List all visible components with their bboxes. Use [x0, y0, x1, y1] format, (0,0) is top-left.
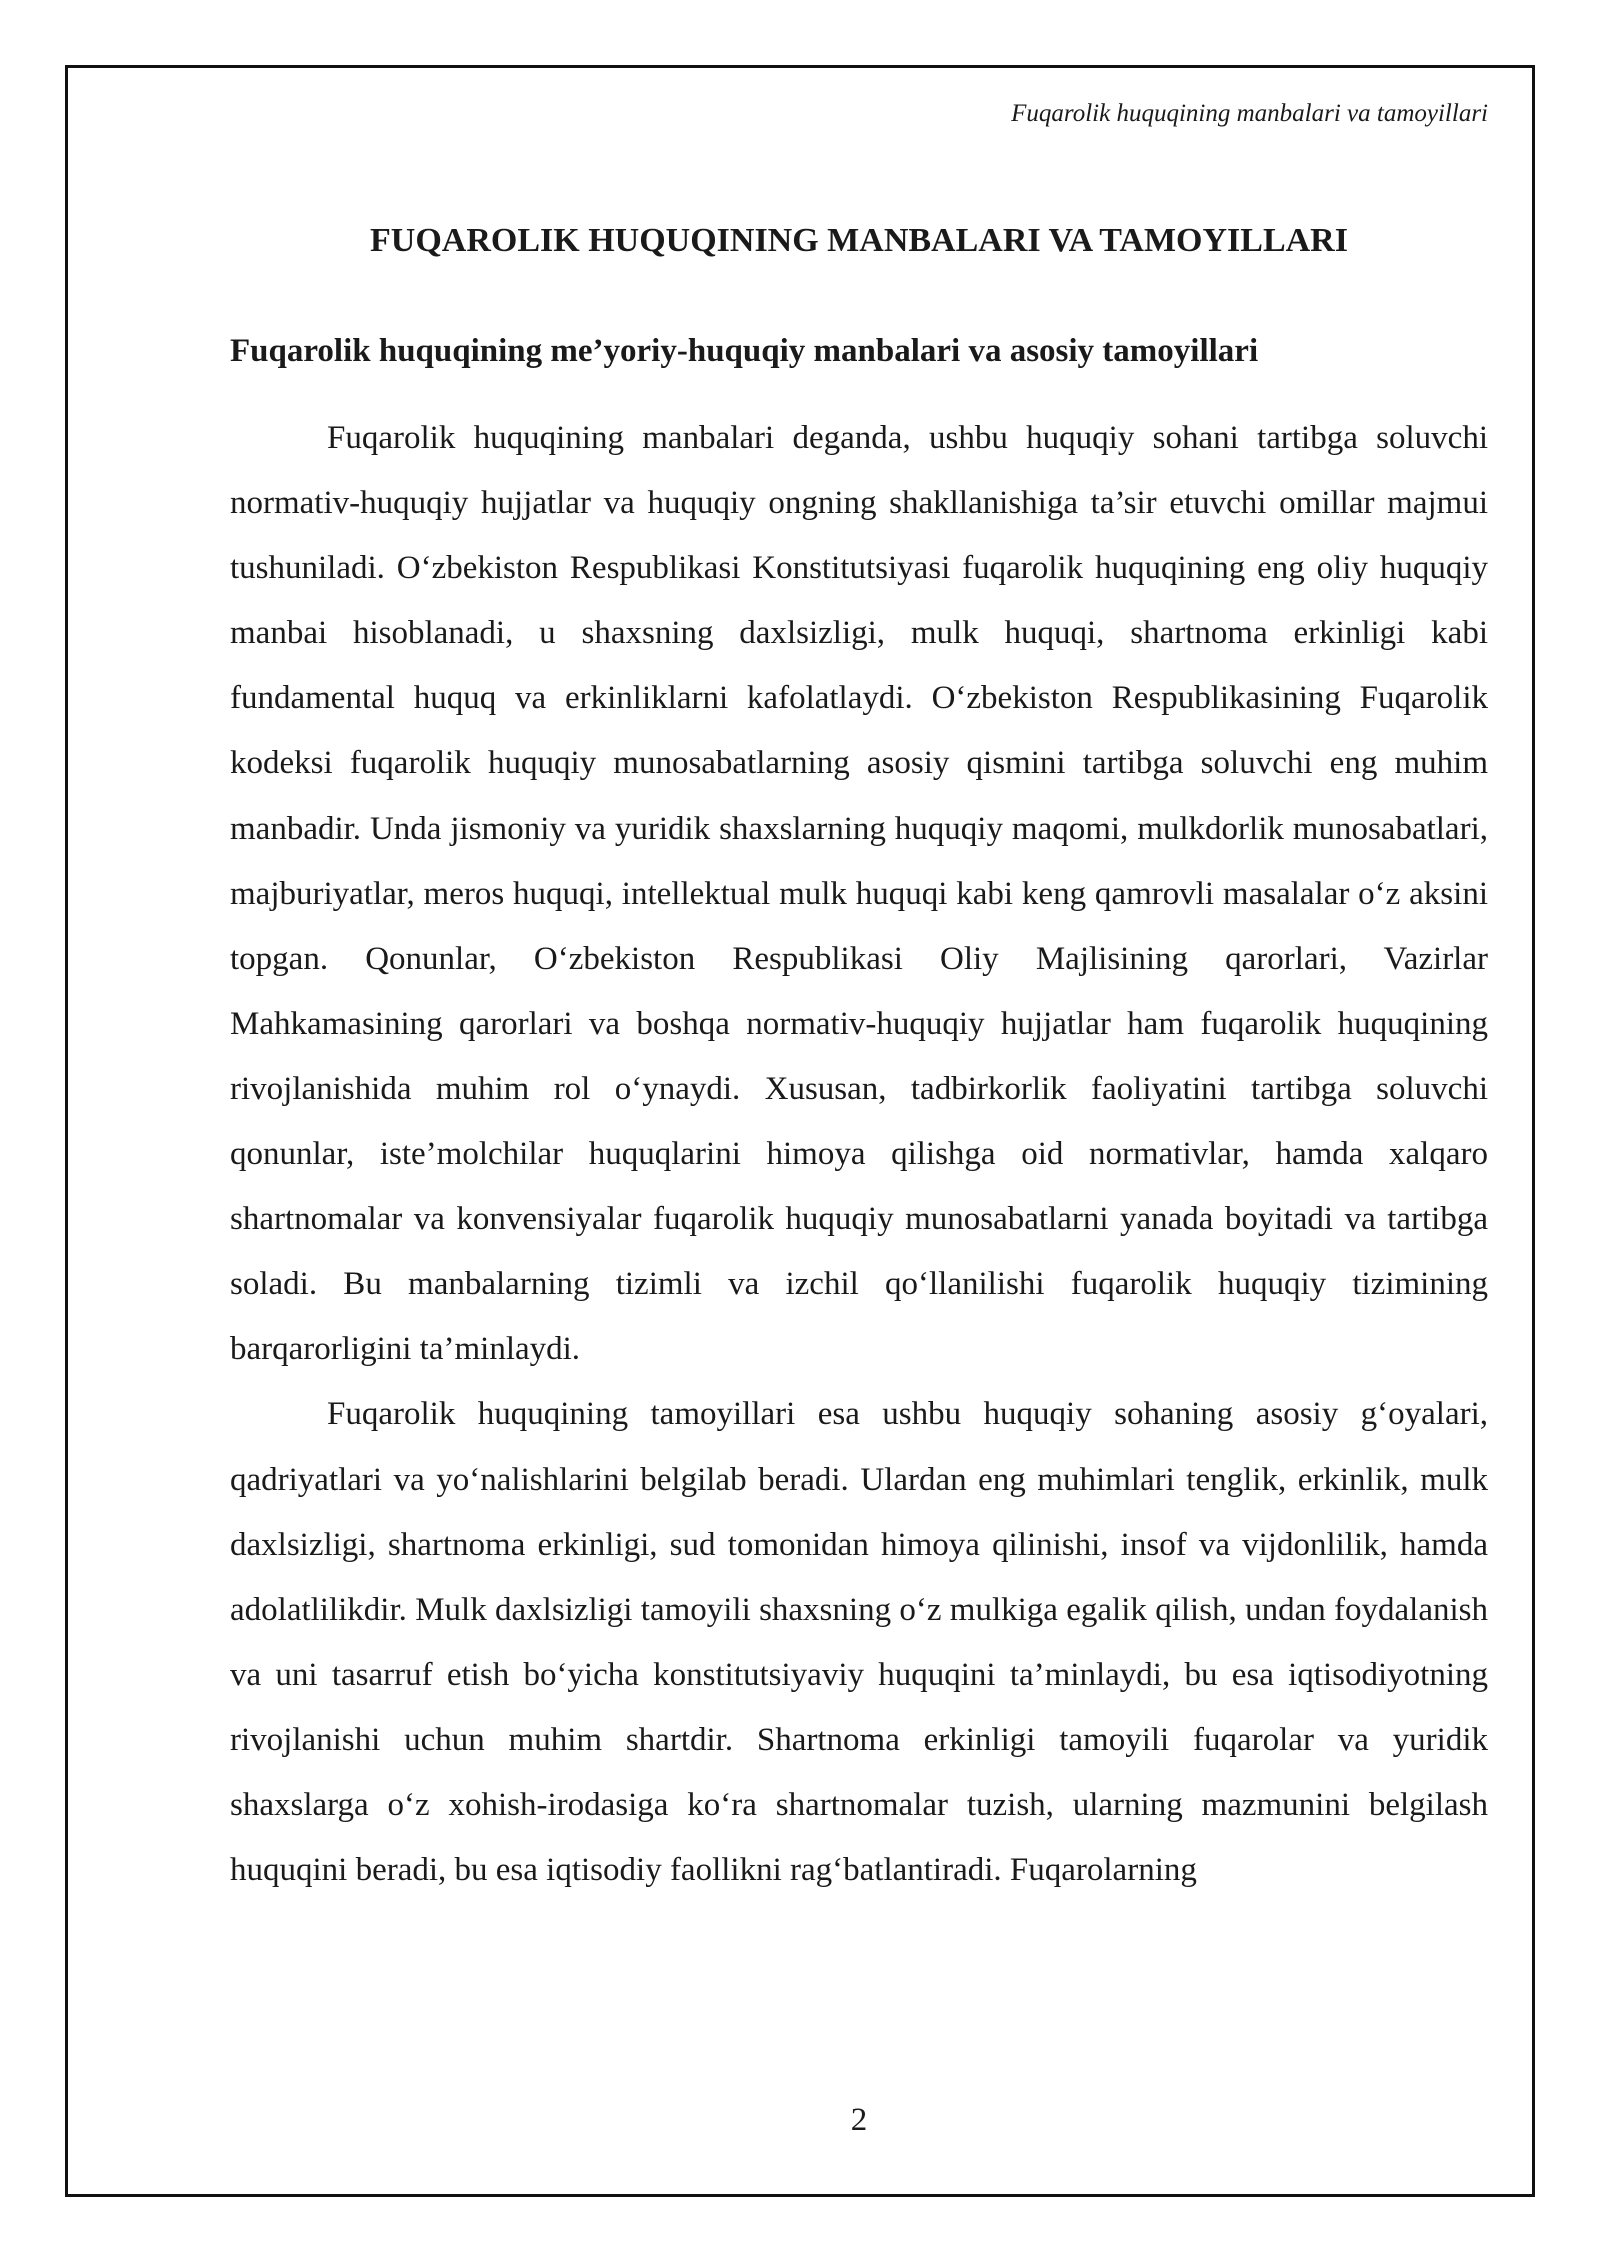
- document-title: FUQAROLIK HUQUQINING MANBALARI VA TAMOYILLARI: [370, 222, 1348, 259]
- page-number: 2: [850, 2102, 868, 2138]
- running-header: Fuqarolik huquqining manbalari va tamoyillari: [1011, 100, 1488, 127]
- paragraph-sources: Fuqarolik huquqining manbalari deganda, ushbu huquqiy sohani tartibga soluvchi normativ-huquqiy hujjatlar va huquqiy ongning shakllanishiga ta’sir etuvchi omillar majmui tushuniladi. O‘zbekiston Respublikasi Konstitutsiyasi fuqarolik huquqining eng oliy huquqiy manbai hisoblanadi, u shaxsning daxlsizligi, mulk huquqi, shartnoma erkinligi kabi fundamental huquq va erkinliklarni kafolatlaydi. O‘zbekiston Respublikasining Fuqarolik kodeksi fuqarolik huquqiy munosabatlarning asosiy qismini tartibga soluvchi eng muhim manbadir. Unda jismoniy va yuridik shaxslarning huquqiy maqomi, mulkdorlik munosabatlari, majburiyatlar, meros huquqi, intellektual mulk huquqi kabi keng qamrovli masalalar o‘z aksini topgan. Qonunlar, O‘zbekiston Respublikasi Oliy Majlisining qarorlari, Vazirlar Mahkamasining qarorlari va boshqa normativ-huquqiy hujjatlar ham fuqarolik huquqining rivojlanishida muhim rol o‘ynaydi. Xususan, tadbirkorlik faoliyatini tartibga soluvchi qonunlar, iste’molchilar huquqlarini himoya qilishga oid normativlar, hamda xalqaro shartnomalar va konvensiyalar fuqarolik huquqiy munosabatlarni yanada boyitadi va tartibga soladi. Bu manbalarning tizimli va izchil qo‘llanilishi fuqarolik huquqiy tizimining barqarorligini ta’minlaydi.: [230, 420, 1488, 1368]
- paragraph-principles: Fuqarolik huquqining tamoyillari esa ushbu huquqiy sohaning asosiy g‘oyalari, qadriyatlari va yo‘nalishlarini belgilab beradi. Ulardan eng muhimlari tenglik, erkinlik, mulk daxlsizligi, shartnoma erkinligi, sud tomonidan himoya qilinishi, insof va vijdonlilik, hamda adolatlilikdir. Mulk daxlsizligi tamoyili shaxsning o‘z mulkiga egalik qilish, undan foydalanish va uni tasarruf etish bo‘yicha konstitutsiyaviy huquqini ta’minlaydi, bu esa iqtisodiyotning rivojlanishi uchun muhim shartdir. Shartnoma erkinligi tamoyili fuqarolar va yuridik shaxslarga o‘z xohish-irodasiga ko‘ra shartnomalar tuzish, ularning mazmunini belgilash huquqini beradi, bu esa iqtisodiy faollikni rag‘batlantiradi. Fuqarolarning: [230, 1396, 1488, 1889]
- body-text: [230, 406, 1488, 1903]
- section-heading: Fuqarolik huquqining me’yoriy-huquqiy manbalari va asosiy tamoyillari: [230, 333, 1259, 369]
